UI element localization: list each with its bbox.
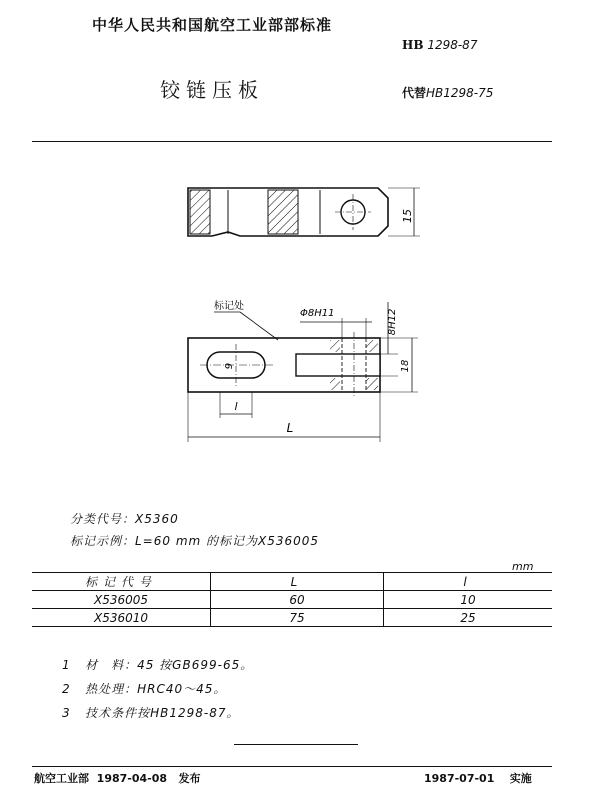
table-row <box>32 591 552 609</box>
side-view <box>188 188 420 236</box>
footer-rule <box>32 766 552 767</box>
requirement-item <box>62 680 226 697</box>
document-title: 铰链压板 <box>160 78 264 102</box>
marking-example: 标记示例：L=60 mm 的标记为X536005 <box>70 534 320 548</box>
classification-code: 分类代号：X5360 <box>70 512 179 526</box>
publication-info <box>34 770 201 786</box>
requirement-item <box>62 704 240 721</box>
effective-date: 1987-07-01 <box>424 772 495 785</box>
standard-prefix: HB <box>402 38 424 52</box>
fork-slot <box>296 354 380 376</box>
requirement-number: 3 <box>62 706 71 720</box>
end-rule <box>234 744 358 745</box>
dim-slot-travel: l <box>234 400 238 413</box>
table-header-row <box>32 573 552 591</box>
header-l: l <box>384 573 553 591</box>
marking-location-label: 标记处 <box>214 301 244 312</box>
header-code: 标记代号 <box>32 573 211 591</box>
publish-date: 1987-04-08 <box>96 772 168 785</box>
cell-L: 60 <box>211 591 384 609</box>
issuing-authority: 中华人民共和国航空工业部部标准 <box>92 16 333 34</box>
effective-label: 实施 <box>509 772 532 785</box>
requirement-text: 技术条件按HB1298-87。 <box>85 706 240 720</box>
plan-view <box>188 299 418 442</box>
publish-label: 发布 <box>178 772 201 785</box>
section-hatch-left <box>190 190 210 234</box>
dim-thickness: 15 <box>401 209 414 223</box>
header-L: L <box>211 573 384 591</box>
standard-number-value: 1298-87 <box>427 38 478 52</box>
cell-L: 75 <box>211 609 384 627</box>
spec-table <box>32 572 552 627</box>
requirement-item <box>62 656 253 673</box>
requirement-text: 热处理：HRC40～45。 <box>85 682 227 696</box>
dim-pin-bore: Φ8H11 <box>300 308 335 319</box>
unit-label: mm <box>512 560 534 573</box>
replaces-number: HB1298-75 <box>426 86 494 100</box>
publisher: 航空工业部 <box>34 772 89 785</box>
section-hatch-right <box>268 190 298 234</box>
dim-length: L <box>286 421 294 435</box>
cell-l: 10 <box>384 591 553 609</box>
dim-width: 18 <box>400 359 411 373</box>
replaces-prefix: 代替 <box>402 86 427 100</box>
cell-l: 25 <box>384 609 553 627</box>
cell-code: X536005 <box>32 591 211 609</box>
table-row <box>32 609 552 627</box>
requirement-number: 1 <box>62 658 71 672</box>
dim-slot-width: 9 <box>224 362 235 370</box>
dim-fork-width: 8H12 <box>387 308 398 336</box>
requirement-text: 材 料：45 按GB699-65。 <box>85 658 254 672</box>
cell-code: X536010 <box>32 609 211 627</box>
effective-info <box>424 770 532 786</box>
requirement-number: 2 <box>62 682 71 696</box>
